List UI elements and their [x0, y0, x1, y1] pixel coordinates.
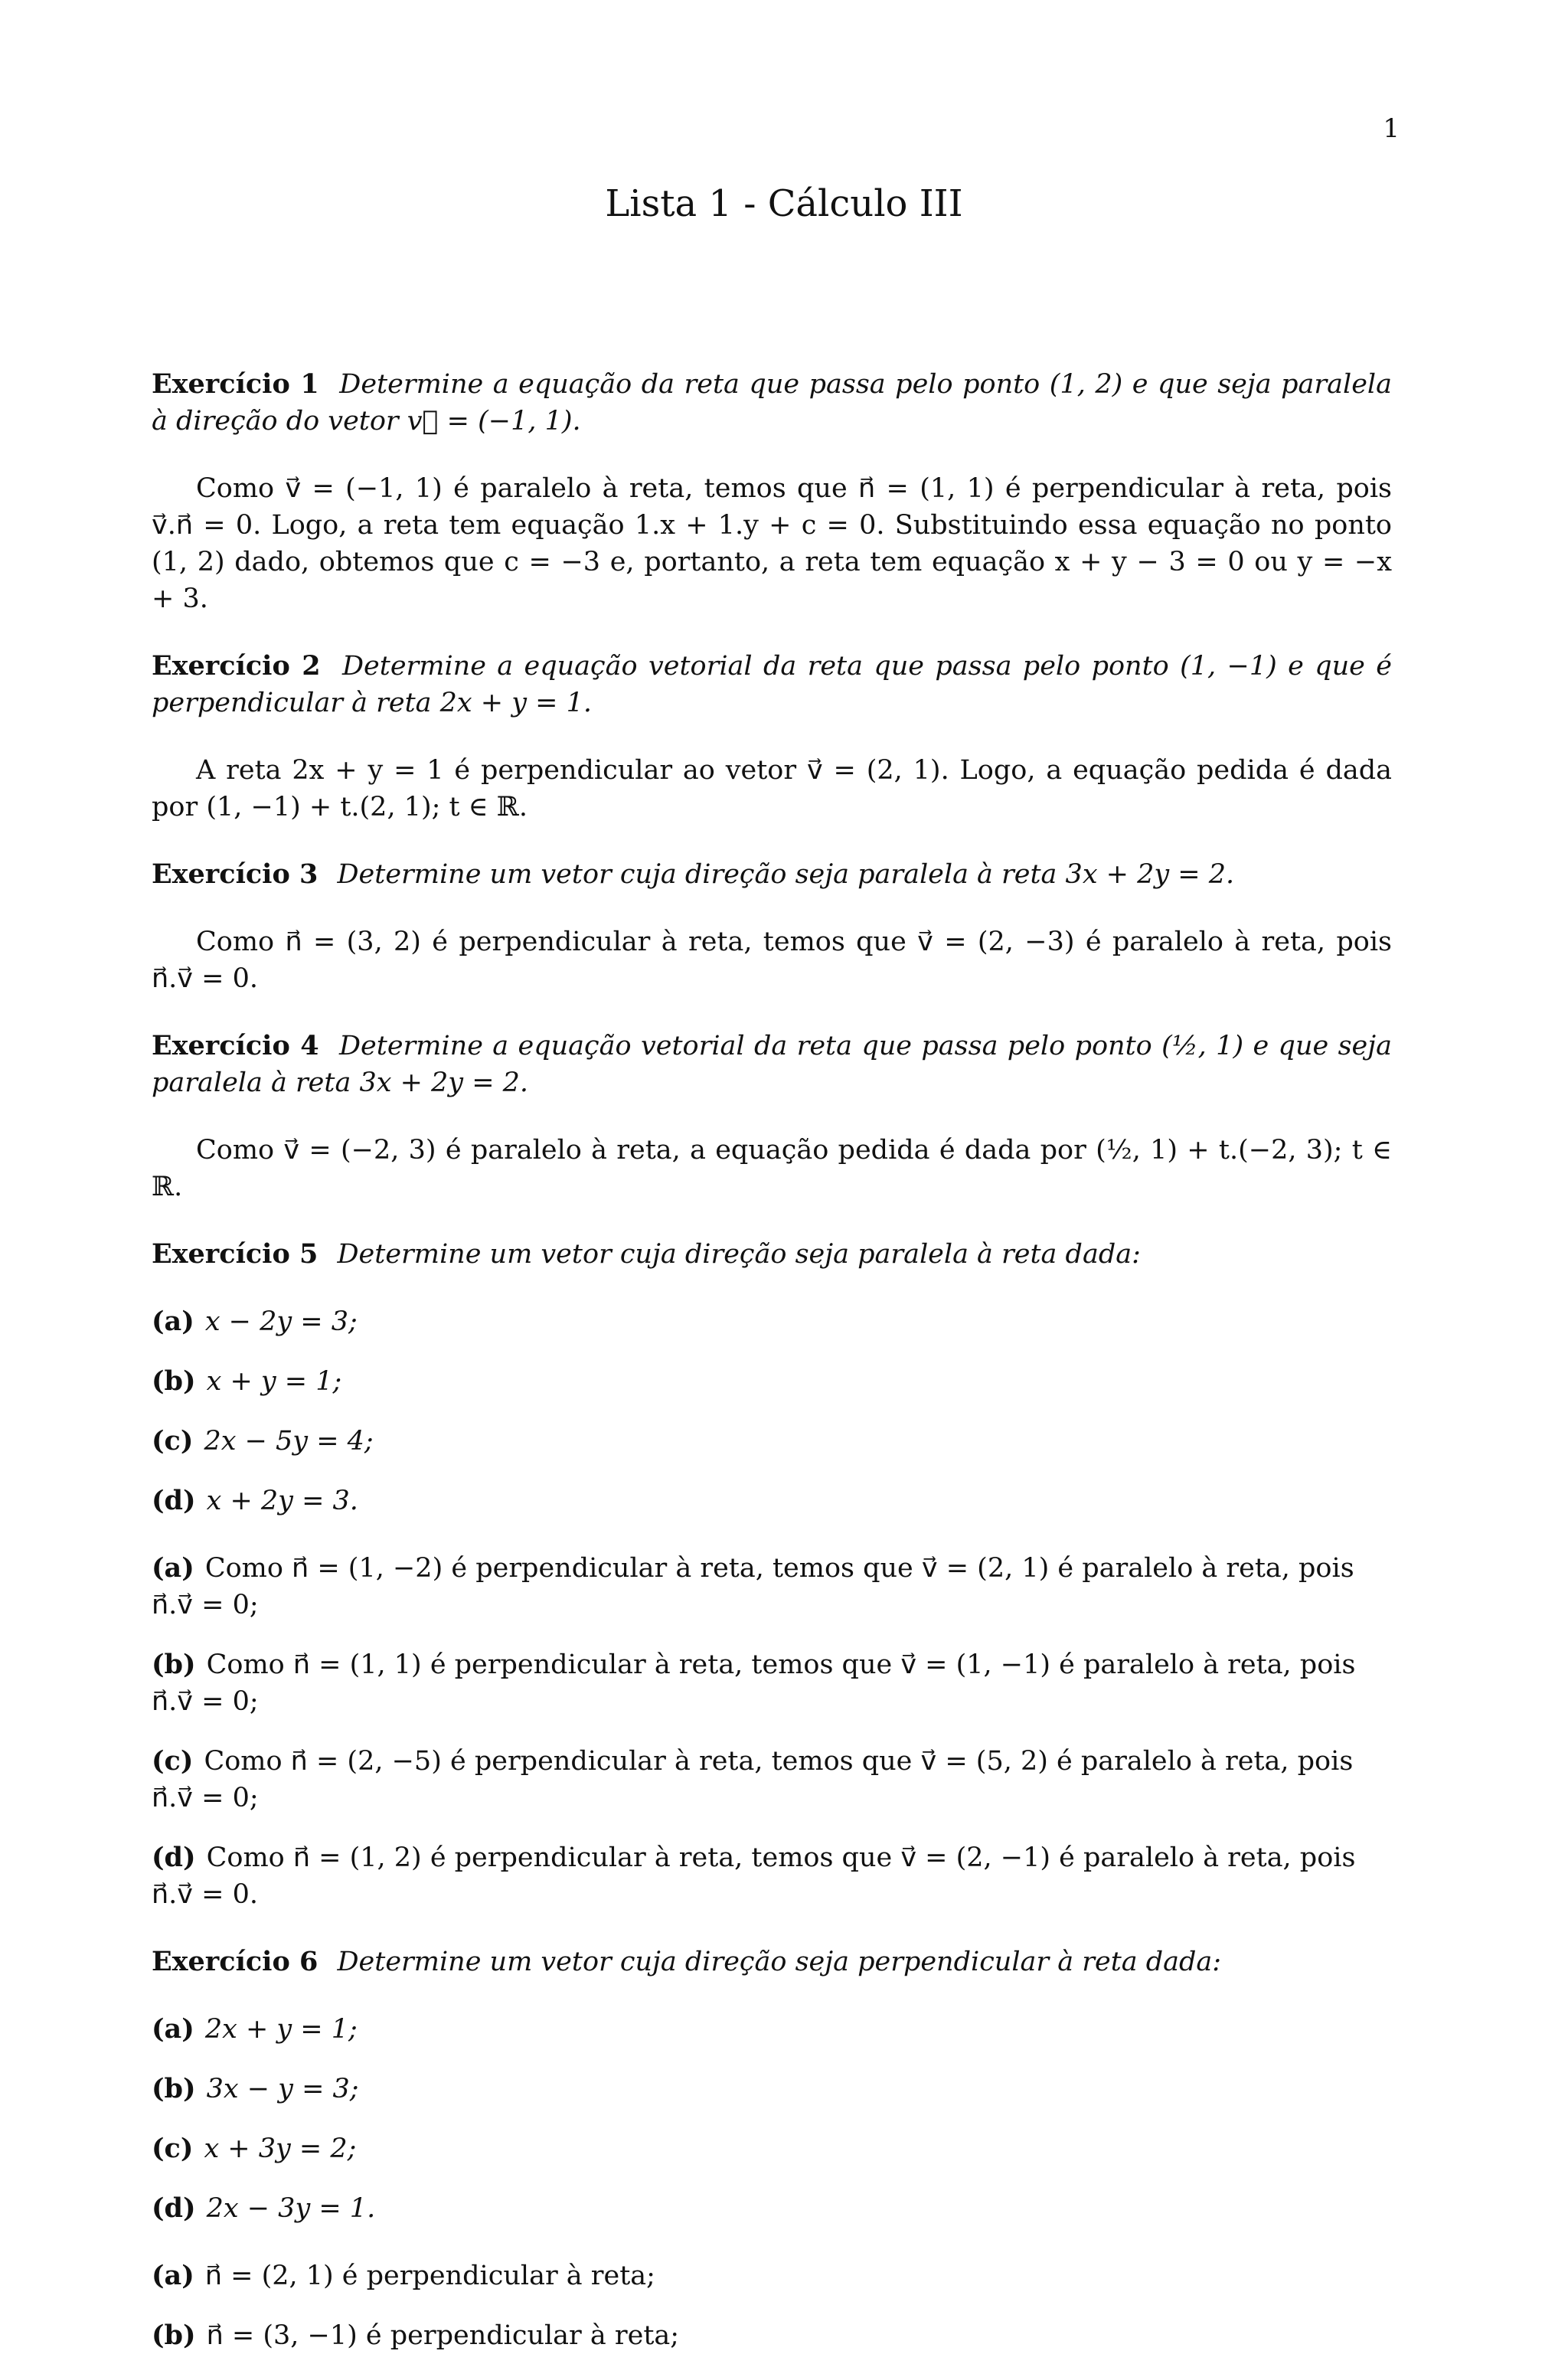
exercise-1: [152, 366, 1392, 440]
item-expression: x + 3y = 2;: [204, 2133, 357, 2164]
item-label: (d): [152, 2192, 196, 2224]
list-item: [152, 2071, 1392, 2107]
answer-item: [152, 1550, 1392, 1623]
item-label: (d): [152, 1842, 196, 1873]
exercise-6-answers: [152, 2258, 1392, 2354]
page-number: 1: [1383, 113, 1400, 144]
item-label: (a): [152, 1552, 194, 1584]
exercise-label: Exercício 1: [152, 368, 319, 400]
exercise-4-answer: Como v⃗ = (−2, 3) é paralelo à reta, a equação pedida é dada por (½, 1) + t.(−2, 3); t ∈ ℝ.: [152, 1135, 1392, 1202]
exercise-6: [152, 1944, 1392, 1980]
item-label: (c): [152, 1745, 194, 1777]
answer-text: n⃗ = (3, −1) é perpendicular à reta;: [206, 2320, 680, 2351]
exercise-5-answers: [152, 1550, 1392, 1913]
exercise-3-answer: Como n⃗ = (3, 2) é perpendicular à reta, temos que v⃗ = (2, −3) é paralelo à reta, pois n⃗.v⃗ = 0.: [152, 927, 1392, 994]
answer-item: [152, 1743, 1392, 1816]
exercise-statement: Determine a equação vetorial da reta que passa pelo ponto (1, −1) e que é perpendicular à reta 2x + y = 1.: [152, 651, 1392, 718]
list-item: [152, 2190, 1392, 2227]
list-item: [152, 1483, 1392, 1519]
exercise-4: [152, 1028, 1392, 1101]
item-label: (a): [152, 2013, 194, 2045]
item-label: (c): [152, 2133, 194, 2164]
item-expression: x + 2y = 3.: [206, 1486, 358, 1516]
exercise-statement: Determine um vetor cuja direção seja paralela à reta dada:: [337, 1239, 1141, 1270]
document-body: [152, 366, 1392, 2377]
exercise-3: [152, 856, 1392, 893]
exercise-5: [152, 1236, 1392, 1273]
exercise-label: Exercício 4: [152, 1030, 319, 1061]
exercise-statement: Determine a equação vetorial da reta que passa pelo ponto (½, 1) e que seja paralela à reta 3x + 2y = 2.: [152, 1031, 1392, 1098]
item-expression: 2x + y = 1;: [204, 2014, 358, 2045]
item-label: (b): [152, 2073, 196, 2104]
exercise-5-items: [152, 1303, 1392, 1519]
answer-text: Como n⃗ = (1, 1) é perpendicular à reta, temos que v⃗ = (1, −1) é paralelo à reta, pois n⃗.v⃗ = 0;: [152, 1650, 1356, 1717]
exercise-2-answer: A reta 2x + y = 1 é perpendicular ao vetor v⃗ = (2, 1). Logo, a equação pedida é dada por (1, −1) + t.(2, 1); t ∈ ℝ.: [152, 755, 1392, 822]
answer-text: Como n⃗ = (2, −5) é perpendicular à reta, temos que v⃗ = (5, 2) é paralelo à reta, pois n⃗.v⃗ = 0;: [152, 1746, 1354, 1813]
list-item: [152, 2011, 1392, 2048]
exercise-1-answer: Como v⃗ = (−1, 1) é paralelo à reta, temos que n⃗ = (1, 1) é perpendicular à reta, pois v⃗.n⃗ = 0. Logo, a reta tem equação 1.x + 1.y + c = 0. Substituindo essa equação no ponto (1, 2) dado, obtemos que c = −3 e, portanto, a reta tem equação x + y − 3 = 0 ou y = −x + 3.: [152, 473, 1392, 614]
exercise-label: Exercício 2: [152, 650, 321, 682]
item-label: (b): [152, 1365, 196, 1397]
exercise-label: Exercício 3: [152, 858, 318, 890]
exercise-6-items: [152, 2011, 1392, 2227]
exercise-statement: Determine um vetor cuja direção seja paralela à reta 3x + 2y = 2.: [337, 859, 1235, 890]
list-item: [152, 1363, 1392, 1400]
exercise-statement: Determine a equação da reta que passa pelo ponto (1, 2) e que seja paralela à direção do vetor v⃗ = (−1, 1).: [152, 369, 1392, 436]
answer-item: [152, 1839, 1392, 1913]
item-expression: x + y = 1;: [206, 1366, 342, 1397]
answer-text: n⃗ = (2, 1) é perpendicular à reta;: [204, 2261, 655, 2291]
item-expression: 2x − 3y = 1.: [206, 2193, 376, 2224]
answer-item: [152, 2258, 1392, 2294]
item-label: (a): [152, 1306, 194, 1337]
list-item: [152, 1423, 1392, 1460]
exercise-2: [152, 648, 1392, 721]
answer-text: Como n⃗ = (1, 2) é perpendicular à reta, temos que v⃗ = (2, −1) é paralelo à reta, pois n⃗.v⃗ = 0.: [152, 1842, 1356, 1910]
item-expression: 3x − y = 3;: [206, 2074, 359, 2104]
exercise-label: Exercício 6: [152, 1946, 318, 1977]
item-label: (c): [152, 1425, 194, 1457]
item-label: (a): [152, 2260, 194, 2291]
list-item: [152, 1303, 1392, 1340]
item-label: (d): [152, 1485, 196, 1516]
item-label: (b): [152, 2320, 196, 2351]
exercise-statement: Determine um vetor cuja direção seja perpendicular à reta dada:: [337, 1947, 1222, 1977]
answer-item: [152, 2317, 1392, 2354]
item-expression: 2x − 5y = 4;: [204, 1426, 374, 1457]
answer-text: Como n⃗ = (1, −2) é perpendicular à reta, temos que v⃗ = (2, 1) é paralelo à reta, pois n⃗.v⃗ = 0;: [152, 1553, 1354, 1620]
item-label: (b): [152, 1649, 196, 1680]
exercise-label: Exercício 5: [152, 1238, 318, 1270]
document-title: Lista 1 - Cálculo III: [605, 182, 963, 225]
item-expression: x − 2y = 3;: [204, 1306, 358, 1337]
list-item: [152, 2130, 1392, 2167]
answer-item: [152, 1646, 1392, 1720]
